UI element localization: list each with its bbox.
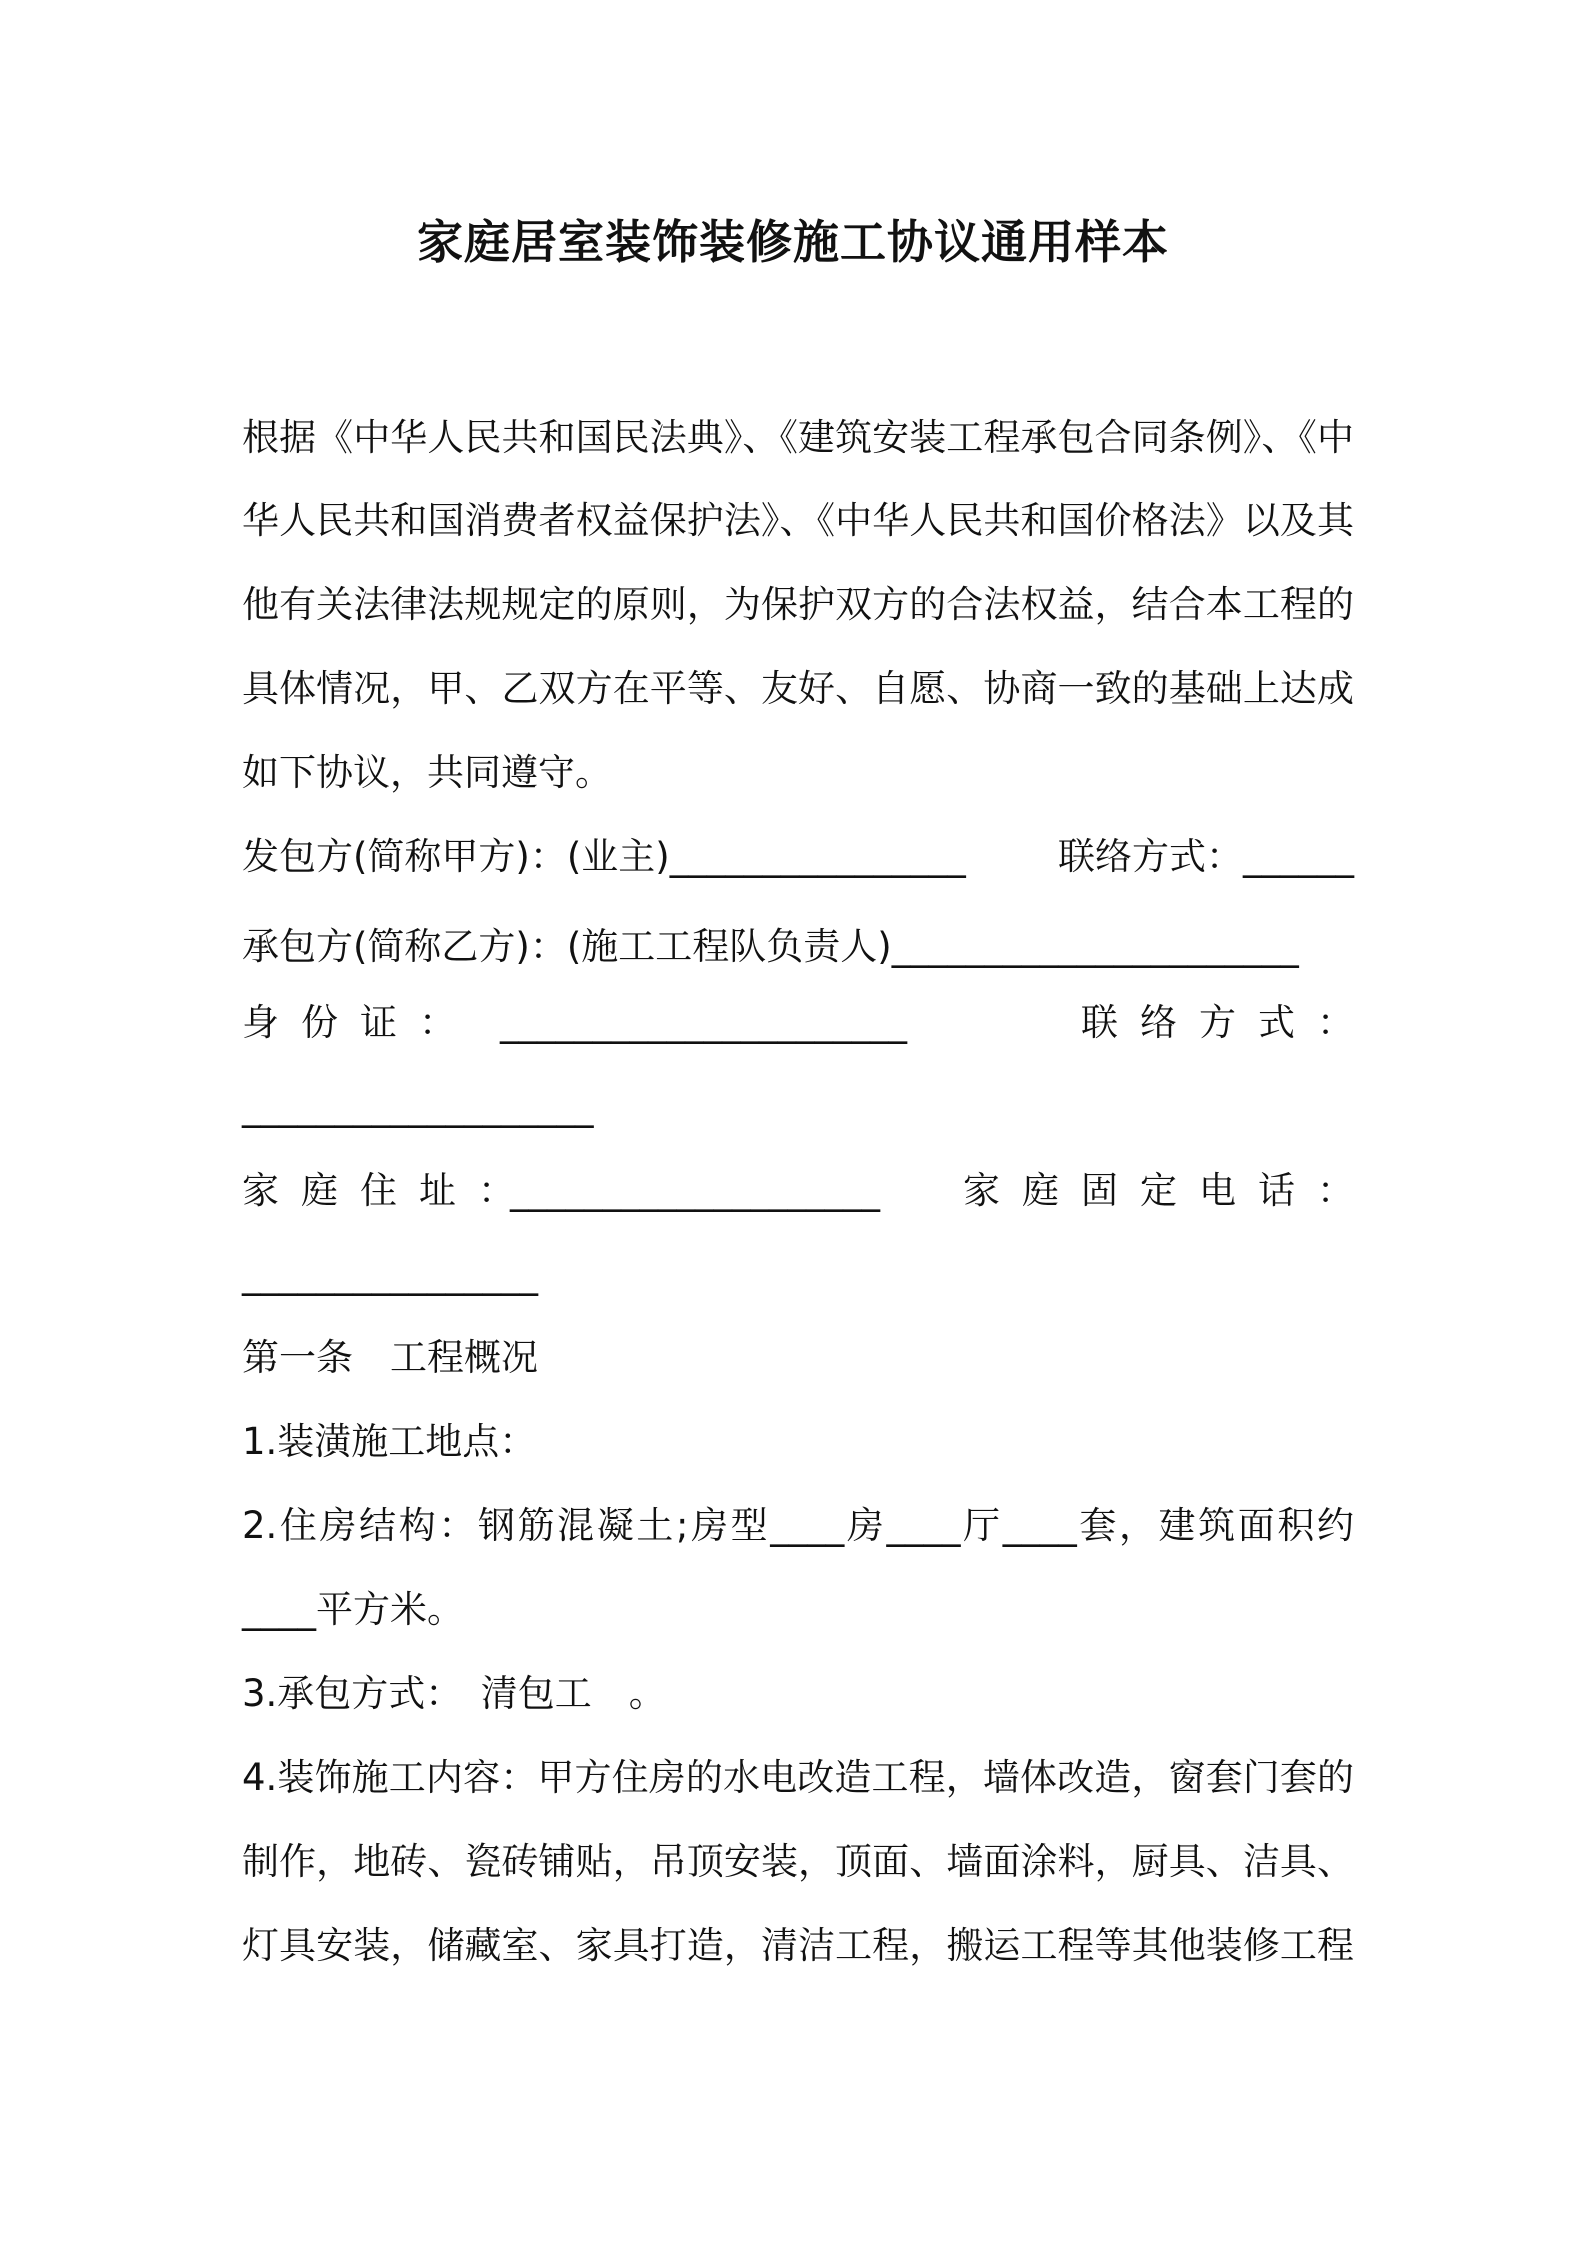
article1-item: 4.装饰施工内容：甲方住房的水电改造工程，墙体改造，窗套门套的 [242, 1756, 1354, 1799]
intro-line: 如下协议，共同遵守。 [242, 751, 612, 794]
home-phone-blank: ________________ [242, 1253, 538, 1296]
home-address-label: 家庭住址： [242, 1169, 537, 1212]
party-a-contact: 联络方式：______ [1058, 835, 1354, 878]
home-phone-label: 家庭固定电话： [963, 1169, 1376, 1212]
intro-line: 他有关法律法规规定的原则，为保护双方的合法权益，结合本工程的 [242, 583, 1354, 626]
article1-heading: 第一条 工程概况 [242, 1336, 538, 1379]
article1-item: 2.住房结构：钢筋混凝土;房型____房____厅____套，建筑面积约 [242, 1504, 1354, 1547]
party-a-row [242, 829, 1354, 885]
id-card-contact-blank: ___________________ [242, 1085, 594, 1128]
document-title: 家庭居室装饰装修施工协议通用样本 [417, 215, 1169, 269]
intro-line: 华人民共和国消费者权益保护法》、《中华人民共和国价格法》以及其 [242, 499, 1354, 542]
intro-line: 根据《中华人民共和国民法典》、《建筑安装工程承包合同条例》、《中 [242, 416, 1354, 459]
id-card-contact-label: 联络方式： [1081, 1001, 1376, 1044]
article1-item: 3.承包方式： 清包工 。 [242, 1672, 666, 1715]
party-a-label: 发包方(简称甲方)：(业主)________________ [242, 835, 966, 878]
home-address-blank: ____________________ [510, 1169, 880, 1212]
id-card-row [242, 995, 1376, 1051]
article1-item: 制作，地砖、瓷砖铺贴，吊顶安装，顶面、墙面涂料，厨具、洁具、 [242, 1840, 1354, 1883]
id-card-label: 身份证： [242, 1001, 478, 1044]
id-card-blank: ______________________ [500, 1001, 907, 1044]
article1-item: 1.装潢施工地点： [242, 1420, 537, 1463]
article1-item: 灯具安装，储藏室、家具打造，清洁工程，搬运工程等其他装修工程 [242, 1924, 1354, 1967]
article1-item: ____平方米。 [242, 1588, 464, 1631]
intro-line: 具体情况，甲、乙双方在平等、友好、自愿、协商一致的基础上达成 [242, 667, 1354, 710]
party-b-row: 承包方(简称乙方)：(施工工程队负责人)______________________ [242, 925, 1299, 968]
home-row [242, 1163, 1376, 1219]
